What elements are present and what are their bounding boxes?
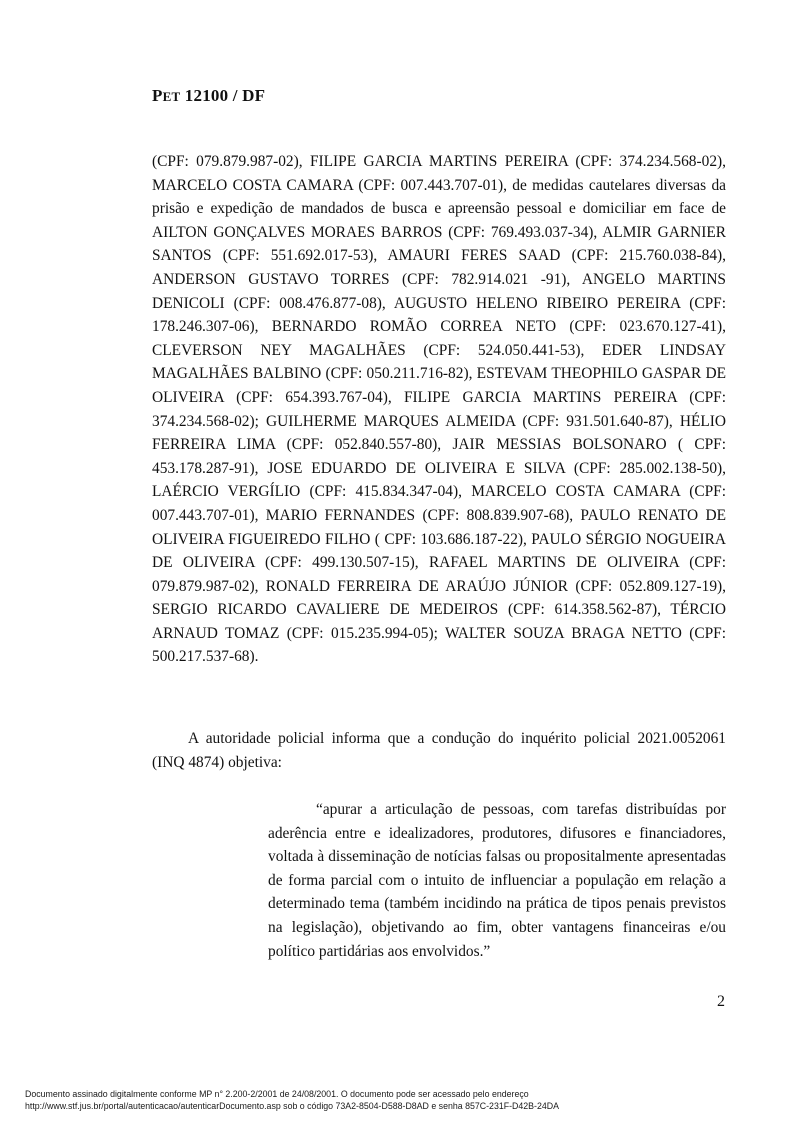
- case-prefix-initial: P: [152, 86, 163, 105]
- case-number: 12100 / DF: [184, 86, 266, 105]
- case-header: [152, 86, 265, 106]
- block-quote: “apurar a articulação de pessoas, com tarefas distribuídas por aderência entre e idealizadores, produtores, difusores e financiadores, voltada à disseminação de notícias falsas ou propositalmente apresentadas de forma parcial com o intuito de influenciar a população em relação a determinado tema (também incidindo na prática de tipos penais previstos na legislação), objetivando ao fim, obter vantagens financeiras e/ou político partidárias aos envolvidos.”: [268, 801, 726, 960]
- digital-signature-footer: [25, 1088, 785, 1112]
- footer-line-signature: Documento assinado digitalmente conforme MP n° 2.200-2/2001 de 24/08/2001. O documento pode ser acessado pelo endereço: [25, 1089, 529, 1099]
- page-number: 2: [717, 993, 725, 1010]
- case-prefix-rest: ET: [162, 89, 181, 104]
- body-paragraph-police-authority: A autoridade policial informa que a condução do inquérito policial 2021.0052061 (INQ 4874) objetiva:: [152, 730, 726, 771]
- body-paragraph-parties: (CPF: 079.879.987-02), FILIPE GARCIA MARTINS PEREIRA (CPF: 374.234.568-02), MARCELO COSTA CAMARA (CPF: 007.443.707-01), de medidas cautelares diversas da prisão e expedição de mandados de busca e apreensão pessoal e domiciliar em face de AILTON GONÇALVES MORAES BARROS (CPF: 769.493.037-34), ALMIR GARNIER SANTOS (CPF: 551.692.017-53), AMAURI FERES SAAD (CPF: 215.760.038-84), ANDERSON GUSTAVO TORRES (CPF: 782.914.021 -91), ANGELO MARTINS DENICOLI (CPF: 008.476.877-08), AUGUSTO HELENO RIBEIRO PEREIRA (CPF: 178.246.307-06), BERNARDO ROMÃO CORREA NETO (CPF: 023.670.127-41), CLEVERSON NEY MAGALHÃES (CPF: 524.050.441-53), EDER LINDSAY MAGALHÃES BALBINO (CPF: 050.211.716-82), ESTEVAM THEOPHILO GASPAR DE OLIVEIRA (CPF: 654.393.767-04), FILIPE GARCIA MARTINS PEREIRA (CPF: 374.234.568-02); GUILHERME MARQUES ALMEIDA (CPF: 931.501.640-87), HÉLIO FERREIRA LIMA (CPF: 052.840.557-80), JAIR MESSIAS BOLSONARO ( CPF: 453.178.287-91), JOSE EDUARDO DE OLIVEIRA E SILVA (CPF: 285.002.138-50), LAÉRCIO VERGÍLIO (CPF: 415.834.347-04), MARCELO COSTA CAMARA (CPF: 007.443.707-01), MARIO FERNANDES (CPF: 808.839.907-68), PAULO RENATO DE OLIVEIRA FIGUEIREDO FILHO ( CPF: 103.686.187-22), PAULO SÉRGIO NOGUEIRA DE OLIVEIRA (CPF: 499.130.507-15), RAFAEL MARTINS DE OLIVEIRA (CPF: 079.879.987-02), RONALD FERREIRA DE ARAÚJO JÚNIOR (CPF: 052.809.127-19), SERGIO RICARDO CAVALIERE DE MEDEIROS (CPF: 614.358.562-87), TÉRCIO ARNAUD TOMAZ (CPF: 015.235.994-05); WALTER SOUZA BRAGA NETTO (CPF: 500.217.537-68).: [152, 153, 726, 666]
- footer-line-authentication-url: http://www.stf.jus.br/portal/autenticacao/autenticarDocumento.asp sob o código 73A2-8504-D588-D8AD e senha 857C-231F-D42B-24DA: [25, 1101, 559, 1111]
